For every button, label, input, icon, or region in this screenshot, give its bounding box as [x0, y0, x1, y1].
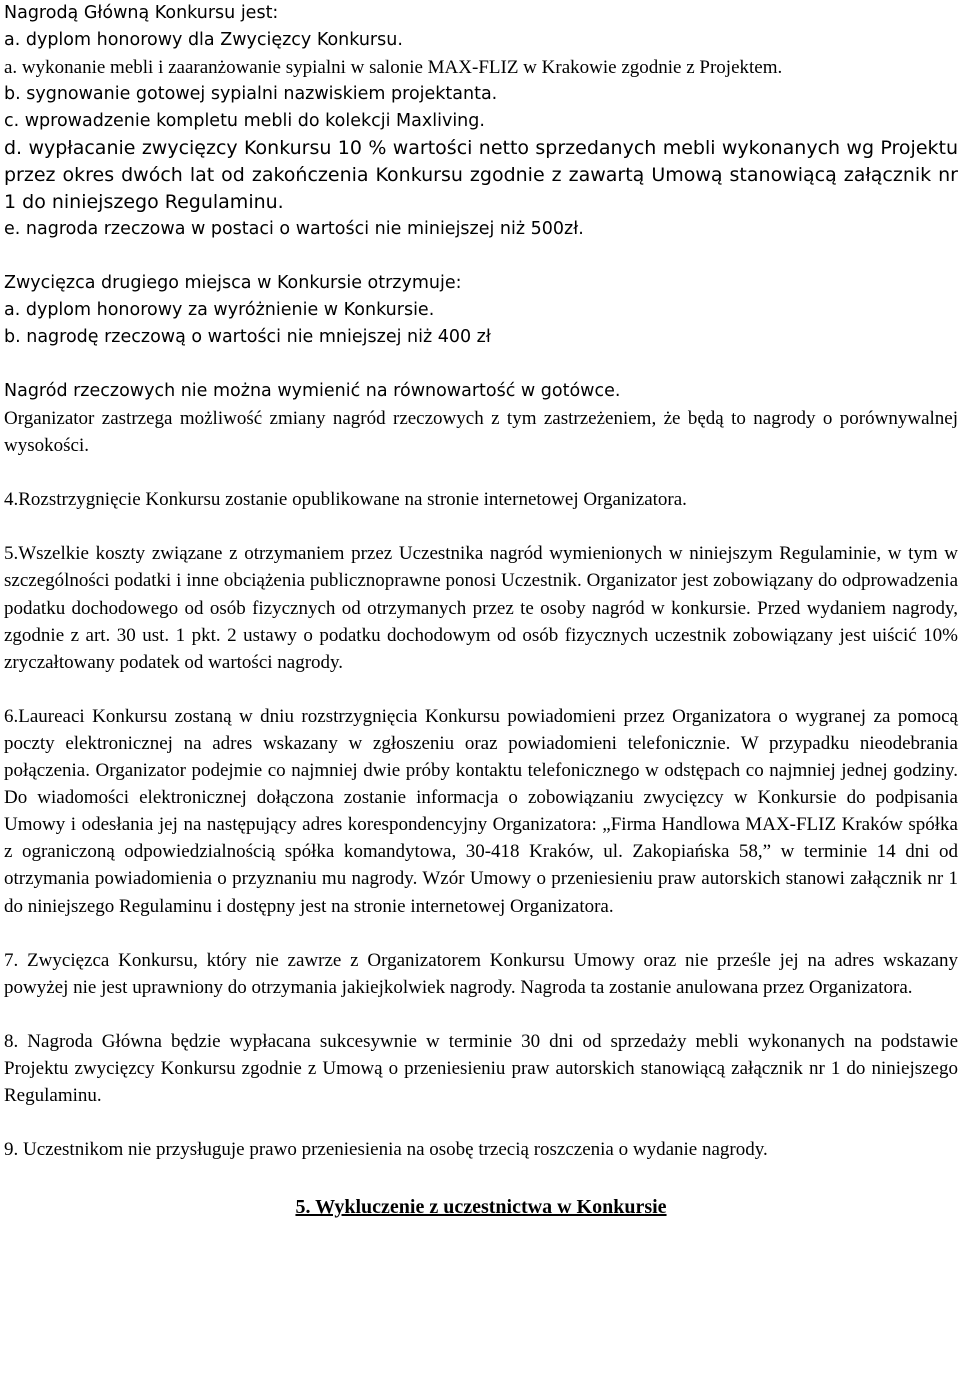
paragraph-4: 4.Rozstrzygnięcie Konkursu zostanie opublikowane na stronie internetowej Organizatora. — [4, 489, 687, 511]
main-prize-item: c. wprowadzenie kompletu mebli do kolekcji Maxliving. — [4, 111, 485, 132]
second-prize-intro: Zwycięzca drugiego miejsca w Konkursie otrzymuje: — [4, 273, 462, 294]
paragraph-6: 6.Laureaci Konkursu zostaną w dniu rozstrzygnięcia Konkursu powiadomieni przez Organizatora o wygranej za pomocą poczty elektronicznej na adres wskazany w zgłoszeniu oraz powiadomieni telefonicznie. W przypadku nieodebrania połączenia. Organizator podejmie co najmniej dwie próby kontaktu telefonicznego w odstępach co najmniej jednej godziny. Do wiadomości elektronicznej dołączona zostanie informacja o zobowiązaniu zwycięzcy w Konkursie do podpisania Umowy i odesłania jej na następujący adres korespondencyjny Organizatora: „Firma Handlowa MAX-FLIZ Kraków spółka z ograniczoną odpowiedzialnością spółka komandytowa, 30-418 Kraków, ul. Zakopiańska 58,” w terminie 14 dni od otrzymania powiadomienia o przyznaniu mu nagrody. Wzór Umowy o przeniesieniu praw autorskich stanowi załącznik nr 1 do niniejszego Regulaminu i dostępny jest na stronie internetowej Organizatora. — [4, 705, 958, 917]
spacer — [4, 1001, 958, 1028]
main-prize-item: d. wypłacanie zwycięzcy Konkursu 10 % wartości netto sprzedanych mebli wykonanych wg Projektu przez okres dwóch lat od zakończenia Konkursu zgodnie z zawartą Umową stanowiącą załącznik nr 1 do niniejszego Regulaminu. — [4, 137, 958, 214]
main-prize-intro: Nagrodą Główną Konkursu jest: — [4, 3, 279, 23]
spacer — [4, 243, 958, 270]
paragraph-9: 9. Uczestnikom nie przysługuje prawo przeniesienia na osobę trzecią roszczenia o wydanie nagrody. — [4, 1139, 768, 1161]
reservation-note: Organizator zastrzega możliwość zmiany nagród rzeczowych z tym zastrzeżeniem, że będą to nagrody o porównywalnej wysokości. — [4, 408, 958, 457]
section-heading: 5. Wykluczenie z uczestnictwa w Konkursie — [295, 1196, 667, 1219]
spacer — [4, 920, 958, 947]
main-prize-item: a. dyplom honorowy dla Zwycięzcy Konkursu. — [4, 30, 403, 50]
spacer — [4, 459, 958, 486]
paragraph-8: 8. Nagroda Główna będzie wypłacana sukcesywnie w terminie 30 dni od sprzedaży mebli wykonanych na podstawie Projektu zwycięzcy Konkursu zgodnie z Umową o przeniesieniu praw autorskich stanowiącą załącznik nr 1 do niniejszego Regulaminu. — [4, 1030, 958, 1106]
main-prize-item: a. wykonanie mebli i zaaranżowanie sypialni w salonie MAX-FLIZ w Krakowie zgodnie z Projektem. — [4, 57, 783, 78]
spacer — [4, 1163, 958, 1190]
paragraph-7: 7. Zwycięzca Konkursu, który nie zawrze z Organizatorem Konkursu Umowy oraz nie prześle jej na adres wskazany powyżej nie jest uprawniony do otrzymania jakiejkolwiek nagrody. Nagroda ta zostanie anulowana przez Organizatora. — [4, 949, 958, 998]
main-prize-item: b. sygnowanie gotowej sypialni nazwiskiem projektanta. — [4, 84, 498, 105]
spacer — [4, 351, 958, 378]
second-prize-item: b. nagrodę rzeczową o wartości nie mniejszej niż 400 zł — [4, 327, 491, 348]
spacer — [4, 1109, 958, 1136]
spacer — [4, 676, 958, 703]
paragraph-5: 5.Wszelkie koszty związane z otrzymaniem przez Uczestnika nagród wymienionych w niniejszym Regulaminie, w tym w szczególności podatki i inne obciążenia publicznoprawne ponosi Uczestnik. Organizator jest zobowiązany do odprowadzenia podatku dochodowego od osób fizycznych od otrzymanych przez te osoby nagród w konkursie. Przed wydaniem nagrody, zgodnie z art. 30 ust. 1 pkt. 2 ustawy o podatku dochodowym od osób fizycznych uczestnik zobowiązany jest uiścić 10% zryczałtowany podatek od wartości nagrody. — [4, 543, 958, 673]
no-exchange-note: Nagród rzeczowych nie można wymienić na równowartość w gotówce. — [4, 381, 621, 402]
second-prize-item: a. dyplom honorowy za wyróżnienie w Konkursie. — [4, 300, 435, 321]
main-prize-item: e. nagroda rzeczowa w postaci o wartości nie miniejszej niż 500zł. — [4, 219, 584, 240]
spacer — [4, 513, 958, 540]
